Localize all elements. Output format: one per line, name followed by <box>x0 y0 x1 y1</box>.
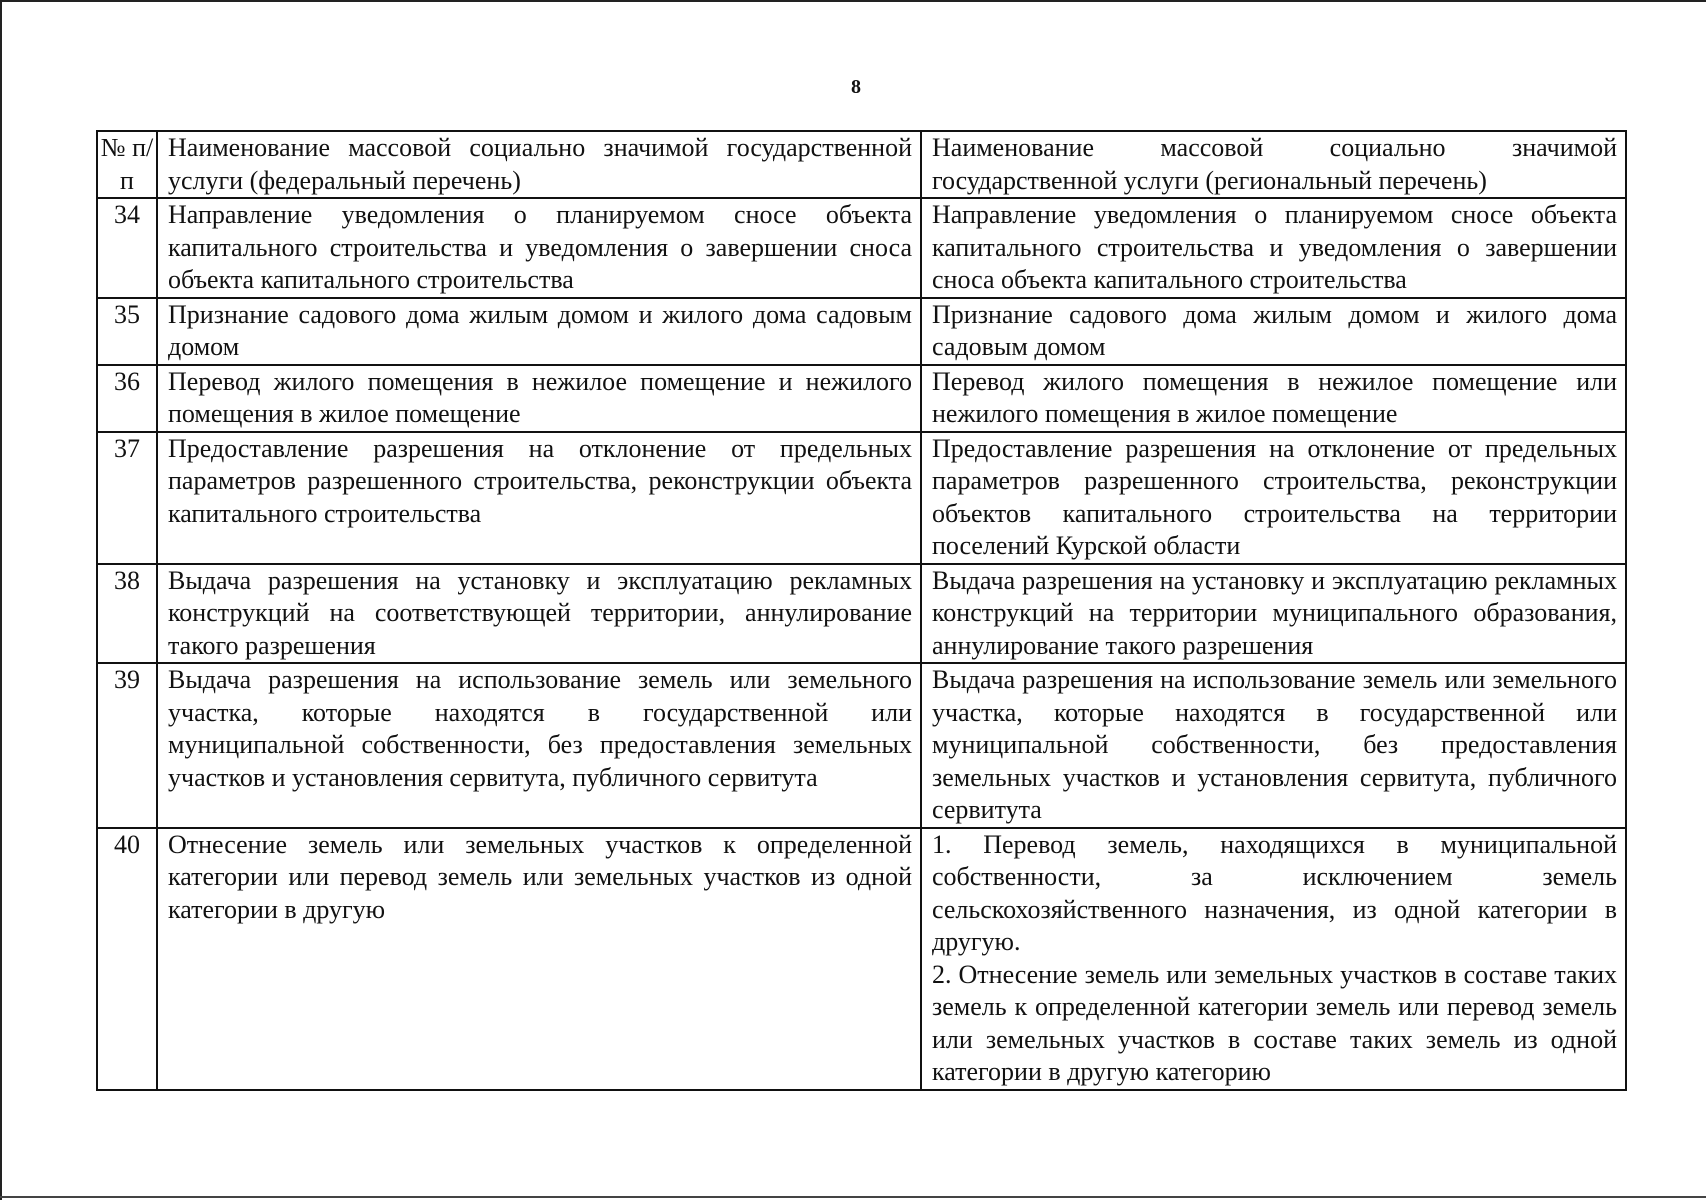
table-row <box>97 432 1626 564</box>
row-regional-part-1: 1. Перевод земель, находящихся в муниципальной собственности, за исключением земель сельскохозяйственного назначения, из одной категории в другую. <box>932 829 1617 956</box>
row-regional: Предоставление разрешения на отклонение от предельных параметров разрешенного строительства, реконструкции объектов капитального строительства на территории поселений Курской области <box>921 432 1626 564</box>
page-edge-bottom <box>0 1196 1706 1198</box>
table-row <box>97 663 1626 828</box>
row-num: 34 <box>97 198 157 298</box>
row-regional: Направление уведомления о планируемом сносе объекта капитального строительства и уведомления о завершении сноса объекта капитального строительства <box>921 198 1626 298</box>
row-federal: Отнесение земель или земельных участков к определенной категории или перевод земель или земельных участков из одной категории в другую <box>157 828 921 1090</box>
table-row <box>97 198 1626 298</box>
row-num: 37 <box>97 432 157 564</box>
row-federal: Перевод жилого помещения в нежилое помещение и нежилого помещения в жилое помещение <box>157 365 921 432</box>
row-num: 40 <box>97 828 157 1090</box>
row-regional <box>921 828 1626 1090</box>
table-row <box>97 298 1626 365</box>
services-table <box>96 130 1627 1091</box>
table-header-row <box>97 131 1626 198</box>
row-federal: Выдача разрешения на использование земель или земельного участка, которые находятся в государственной или муниципальной собственности, без предоставления земельных участков и установления сервитута, публичного сервитута <box>157 663 921 828</box>
row-federal: Выдача разрешения на установку и эксплуатацию рекламных конструкций на соответствующей территории, аннулирование такого разрешения <box>157 564 921 664</box>
page-edge-left <box>0 0 2 1200</box>
page-edge-top <box>0 0 1706 2</box>
row-regional: Перевод жилого помещения в нежилое помещение или нежилого помещения в жилое помещение <box>921 365 1626 432</box>
row-federal: Направление уведомления о планируемом сносе объекта капитального строительства и уведомления о завершении сноса объекта капитального строительства <box>157 198 921 298</box>
row-num: 36 <box>97 365 157 432</box>
row-num: 35 <box>97 298 157 365</box>
header-regional: Наименование массовой социально значимой государственной услуги (региональный перечень) <box>921 131 1626 198</box>
row-federal: Предоставление разрешения на отклонение от предельных параметров разрешенного строительства, реконструкции объекта капитального строительства <box>157 432 921 564</box>
header-num: № п/п <box>97 131 157 198</box>
page-number: 8 <box>851 76 861 98</box>
row-federal: Признание садового дома жилым домом и жилого дома садовым домом <box>157 298 921 365</box>
row-regional-part-2: 2. Отнесение земель или земельных участков в составе таких земель к определенной категории земель или перевод земель или земельных участков в составе таких земель из одной категории в другую категорию <box>932 959 1617 1086</box>
table-row <box>97 828 1626 1090</box>
header-federal: Наименование массовой социально значимой государственной услуги (федеральный перечень) <box>157 131 921 198</box>
row-regional: Выдача разрешения на использование земель или земельного участка, которые находятся в государственной или муниципальной собственности, без предоставления земельных участков и установления сервитута, публичного сервитута <box>921 663 1626 828</box>
table-row <box>97 365 1626 432</box>
table-row <box>97 564 1626 664</box>
row-num: 39 <box>97 663 157 828</box>
row-num: 38 <box>97 564 157 664</box>
row-regional: Признание садового дома жилым домом и жилого дома садовым домом <box>921 298 1626 365</box>
row-regional: Выдача разрешения на установку и эксплуатацию рекламных конструкций на территории муниципального образования, аннулирование такого разрешения <box>921 564 1626 664</box>
